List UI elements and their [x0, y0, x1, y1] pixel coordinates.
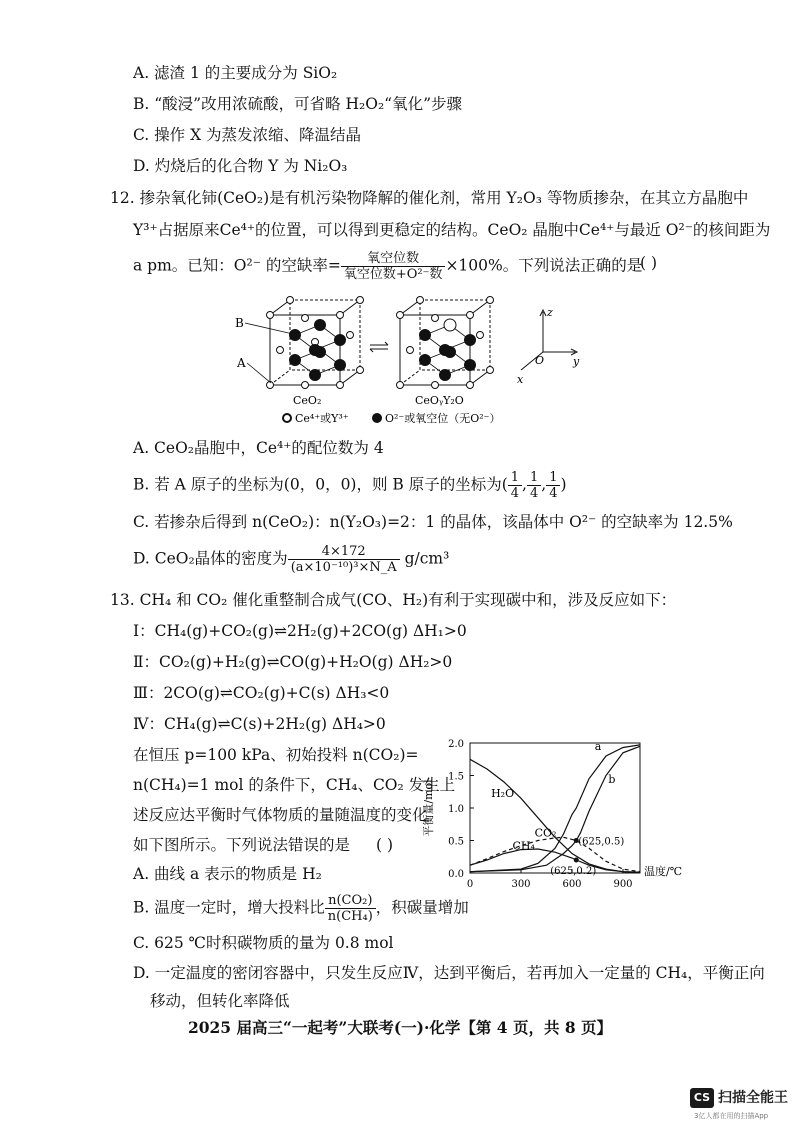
q13-option-b: B. 温度一定时，增大投料比 $\frac{\text{n(CO₂)}}{\text{n(CH₄)}}$ ，积碳量增加 [133, 893, 469, 924]
page-footer: 2025 届高三“一起考”大联考(一)·化学【第 4 页，共 8 页】 [187, 1018, 613, 1037]
q13-option-d-line1: D. 一定温度的密闭容器中，只发生反应Ⅳ，达到平衡后，若再加入一定量的 CH₄，平衡正向 [133, 964, 765, 982]
vacancy-rate-fraction: $\frac{\text{氧空位数}}{\text{氧空位数+O²⁻数}}$ [341, 251, 446, 282]
camscanner-logo-icon: CS [690, 1088, 714, 1108]
q13-condition-line1: 在恒压 p=100 kPa、初始投料 n(CO₂)= [133, 746, 419, 764]
q13-condition-line2: n(CH₄)=1 mol 的条件下，CH₄、CO₂ 发生上 [133, 776, 456, 794]
coordinate-axes [521, 310, 577, 370]
q13-answer-paren: ( ) [376, 836, 394, 854]
chart-frame [470, 743, 640, 873]
doped-atoms [397, 297, 494, 389]
axis-y-label: y [573, 355, 580, 368]
series-label: CH₄ [512, 839, 535, 853]
ceo2-atoms [267, 297, 364, 389]
x-tick-label: 0 [466, 879, 474, 890]
y-tick-label: 1.5 [448, 771, 464, 783]
equilibrium-chart [420, 735, 700, 910]
series-label: a [594, 740, 602, 753]
axis-z-label: z [547, 306, 553, 319]
q12-option-a: A. CeO₂晶胞中，Ce⁴⁺的配位数为 4 [133, 439, 384, 457]
series-label: CO₂ [534, 826, 557, 840]
q13-option-a: A. 曲线 a 表示的物质是 H₂ [133, 865, 322, 883]
x-axis-label: 温度/℃ [644, 865, 683, 878]
y-tick-label: 0.0 [448, 869, 464, 880]
series-label: b [608, 772, 616, 786]
annotation-label: (625,0.2) [550, 866, 597, 877]
x-tick-label: 300 [511, 879, 531, 890]
q13-option-d-line2: 移动，但转化率降低 [150, 992, 290, 1010]
camscanner-name: 扫描全能王 [718, 1090, 788, 1106]
q12-option-b: B. 若 A 原子的坐标为(0，0，0)，则 B 原子的坐标为( $\frac{1}{4}$ , $\frac{1}{4}$ , $\frac{1}{4}$ ) [133, 470, 567, 501]
y-tick-label: 0.5 [448, 836, 464, 848]
q13-condition-line4: 如下图所示。下列说法错误的是 [133, 836, 351, 854]
q12-stem-line3: a pm。已知：O²⁻ 的空缺率= $\frac{\text{氧空位数}}{\text{氧空位数+O²⁻数}}$ ×100%。下列说法正确的是 [133, 251, 643, 282]
reaction-2: Ⅱ：CO₂(g)+H₂(g)⇌CO(g)+H₂O(g) ΔH₂>0 [133, 653, 453, 671]
legend-ce-text: Ce⁴⁺或Y³⁺ [295, 412, 349, 425]
equilibrium-arrow [370, 342, 388, 352]
crystal-cell-figure [225, 290, 585, 430]
q11-option-a: A. 滤渣 1 的主要成分为 SiO₂ [133, 64, 338, 82]
q12-option-c: C. 若掺杂后得到 n(CeO₂)：n(Y₂O₃)=2：1 的晶体，该晶体中 O²⁻ 的空缺率为 12.5% [133, 513, 733, 531]
q13-option-c: C. 625 ℃时积碳物质的量为 0.8 mol [133, 934, 394, 952]
atom-a-label: A [237, 356, 246, 370]
legend-o-text: O²⁻或氧空位（无O²⁻） [385, 412, 501, 425]
atom-b-label: B [235, 316, 244, 330]
q11-option-d: D. 灼烧后的化合物 Y 为 Ni₂O₃ [133, 157, 348, 175]
q12-answer-paren: ( ) [640, 254, 658, 272]
annotation-label: (625,0.5) [578, 836, 625, 848]
cell1-caption: CeO₂ [293, 394, 322, 407]
y-tick-label: 1.0 [448, 804, 464, 815]
q12-stem-line2: Y³⁺占据原来Ce⁴⁺的位置，可以得到更稳定的结构。CeO₂ 晶胞中Ce⁴⁺与最近 O²⁻的核间距为 [133, 221, 771, 239]
y-tick-label: 2.0 [448, 739, 464, 750]
reaction-4: Ⅳ：CH₄(g)⇌C(s)+2H₂(g) ΔH₄>0 [133, 715, 386, 733]
annotation-point [574, 858, 579, 863]
q11-option-c: C. 操作 X 为蒸发浓缩、降温结晶 [133, 126, 362, 144]
series-line [470, 746, 640, 871]
reaction-3: Ⅲ：2CO(g)⇌CO₂(g)+C(s) ΔH₃<0 [133, 684, 390, 702]
q13-condition-line3: 述反应达平衡时气体物质的量随温度的变化 [133, 806, 428, 824]
y-axis-label: 平衡量/mol [422, 779, 435, 837]
axis-x-label: x [517, 373, 524, 386]
legend-o-marker [372, 413, 382, 423]
camscanner-tagline: 3亿人都在用的扫描App [694, 1112, 769, 1120]
axis-origin-label: O [535, 354, 545, 367]
reaction-1: Ⅰ：CH₄(g)+CO₂(g)⇌2H₂(g)+2CO(g) ΔH₁>0 [133, 622, 467, 640]
x-tick-label: 900 [613, 879, 633, 890]
q12-stem-line1: 12. 掺杂氧化铈(CeO₂)是有机污染物降解的催化剂，常用 Y₂O₃ 等物质掺杂，在其立方晶胞中 [110, 189, 749, 207]
legend-ce-marker [283, 414, 291, 422]
cell2-caption: CeOᵧY₂O [415, 394, 464, 407]
q11-option-b: B. “酸浸”改用浓硫酸，可省略 H₂O₂“氧化”步骤 [133, 95, 463, 113]
q12-option-d: D. CeO₂晶体的密度为 $\frac{4\times 172}{\text{(a×10⁻¹⁰)³×N\_A}}$ g/cm³ [133, 544, 450, 575]
q13-stem-intro: 13. CH₄ 和 CO₂ 催化重整制合成气(CO、H₂)有利于实现碳中和，涉及反应如下： [110, 591, 677, 609]
series-label: H₂O [491, 786, 515, 800]
x-tick-label: 600 [562, 879, 582, 890]
